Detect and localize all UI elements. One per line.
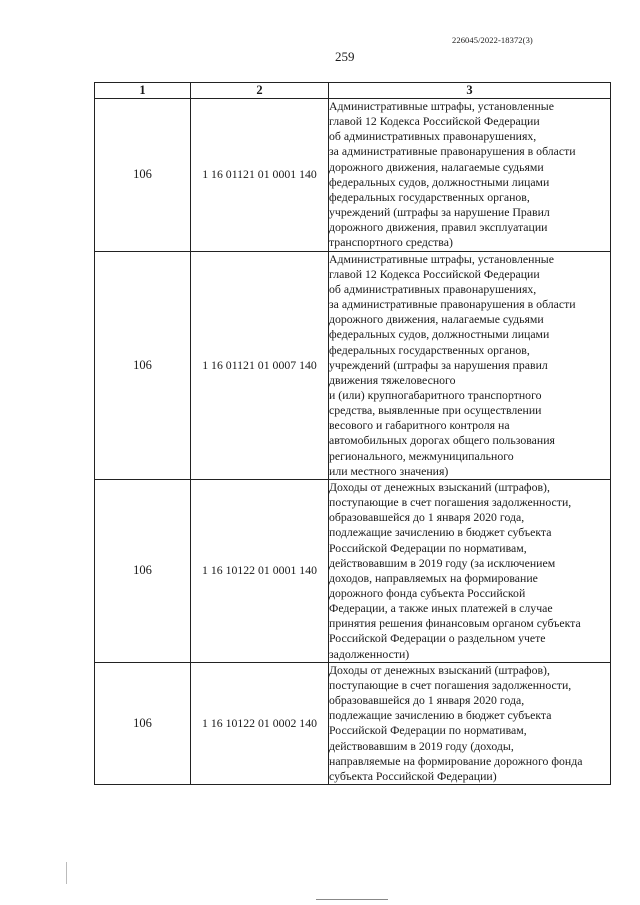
description-line: подлежащие зачислению в бюджет субъекта: [329, 708, 552, 723]
description-line: дорожного движения, правил эксплуатации: [329, 220, 548, 235]
column-header-1: 1: [95, 83, 191, 99]
description-line: за административные правонарушения в области: [329, 297, 576, 312]
admin-code-cell: 106: [95, 479, 191, 662]
description-line: дорожного движения, налагаемые судьями: [329, 312, 544, 327]
column-header-2: 2: [191, 83, 329, 99]
description-line: подлежащие зачислению в бюджет субъекта: [329, 525, 552, 540]
description-line: средства, выявленные при осуществлении: [329, 403, 542, 418]
description-line: образовавшейся до 1 января 2020 года,: [329, 510, 525, 525]
page-number: 259: [335, 49, 355, 64]
description-cell: [329, 479, 611, 662]
description-line: задолженности): [329, 646, 410, 661]
description-line: Доходы от денежных взысканий (штрафов),: [329, 662, 550, 677]
description-line: дорожного фонда субъекта Российской: [329, 586, 526, 600]
budget-codes-table: [94, 82, 611, 785]
description-line: весового и габаритного контроля на: [329, 418, 510, 433]
description-line: транспортного средства): [329, 235, 453, 250]
description-line: движения тяжеловесного: [329, 372, 456, 387]
admin-code-cell: 106: [95, 99, 191, 252]
table-body: [95, 99, 611, 785]
document-id: 226045/2022-18372(3): [452, 35, 533, 45]
description-line: за административные правонарушения в области: [329, 144, 576, 159]
table-row: [95, 662, 611, 784]
admin-code-cell: 106: [95, 662, 191, 784]
description-line: автомобильных дорогах общего пользования: [329, 433, 555, 448]
column-header-3: 3: [329, 83, 611, 99]
description-line: доходов, направляемых на формирование: [329, 570, 538, 585]
description-line: Административные штрафы, установленные: [329, 99, 554, 113]
description-line: или местного значения): [329, 463, 449, 478]
description-line: федеральных государственных органов,: [329, 342, 530, 357]
description-line: регионального, межмуниципального: [329, 448, 514, 463]
description-line: об административных правонарушениях,: [329, 129, 537, 144]
description-line: об административных правонарушениях,: [329, 281, 537, 296]
description-line: главой 12 Кодекса Российской Федерации: [329, 114, 540, 129]
description-line: Российской Федерации о раздельном учете: [329, 631, 546, 646]
table-row: [95, 99, 611, 252]
description-line: поступающие в счет погашения задолженности,: [329, 495, 572, 510]
description-line: Российской Федерации по нормативам,: [329, 723, 527, 738]
kbk-code-cell: 1 16 01121 01 0007 140: [191, 251, 329, 479]
description-line: дорожного движения, налагаемые судьями: [329, 159, 544, 174]
table-row: [95, 479, 611, 662]
kbk-code-cell: 1 16 10122 01 0002 140: [191, 662, 329, 784]
table-header-row: [95, 83, 611, 99]
description-line: образовавшейся до 1 января 2020 года,: [329, 693, 525, 708]
kbk-code-cell: 1 16 01121 01 0001 140: [191, 99, 329, 252]
description-line: Федерации, а также иных платежей в случае: [329, 601, 553, 616]
description-line: действовавшим в 2019 году (доходы,: [329, 738, 514, 753]
table-row: [95, 251, 611, 479]
description-line: главой 12 Кодекса Российской Федерации: [329, 266, 540, 281]
description-line: поступающие в счет погашения задолженности,: [329, 677, 572, 692]
description-line: действовавшим в 2019 году (за исключением: [329, 555, 556, 570]
description-cell: [329, 99, 611, 252]
description-line: федеральных государственных органов,: [329, 189, 530, 204]
scan-edge-mark: [66, 862, 67, 884]
description-line: федеральных судов, должностными лицами: [329, 174, 550, 189]
description-line: принятия решения финансовым органом субъекта: [329, 616, 581, 631]
description-line: федеральных судов, должностными лицами: [329, 327, 550, 342]
description-cell: [329, 251, 611, 479]
bottom-scan-mark: [316, 899, 388, 900]
description-line: Административные штрафы, установленные: [329, 251, 554, 266]
description-line: и (или) крупногабаритного транспортного: [329, 387, 542, 402]
description-line: Российской Федерации по нормативам,: [329, 540, 527, 555]
admin-code-cell: 106: [95, 251, 191, 479]
description-line: субъекта Российской Федерации): [329, 768, 497, 783]
description-line: направляемые на формирование дорожного фонда: [329, 753, 583, 768]
description-line: Доходы от денежных взысканий (штрафов),: [329, 479, 550, 494]
description-line: учреждений (штрафы за нарушения правил: [329, 357, 548, 372]
description-cell: [329, 662, 611, 784]
description-line: учреждений (штрафы за нарушение Правил: [329, 205, 550, 220]
kbk-code-cell: 1 16 10122 01 0001 140: [191, 479, 329, 662]
